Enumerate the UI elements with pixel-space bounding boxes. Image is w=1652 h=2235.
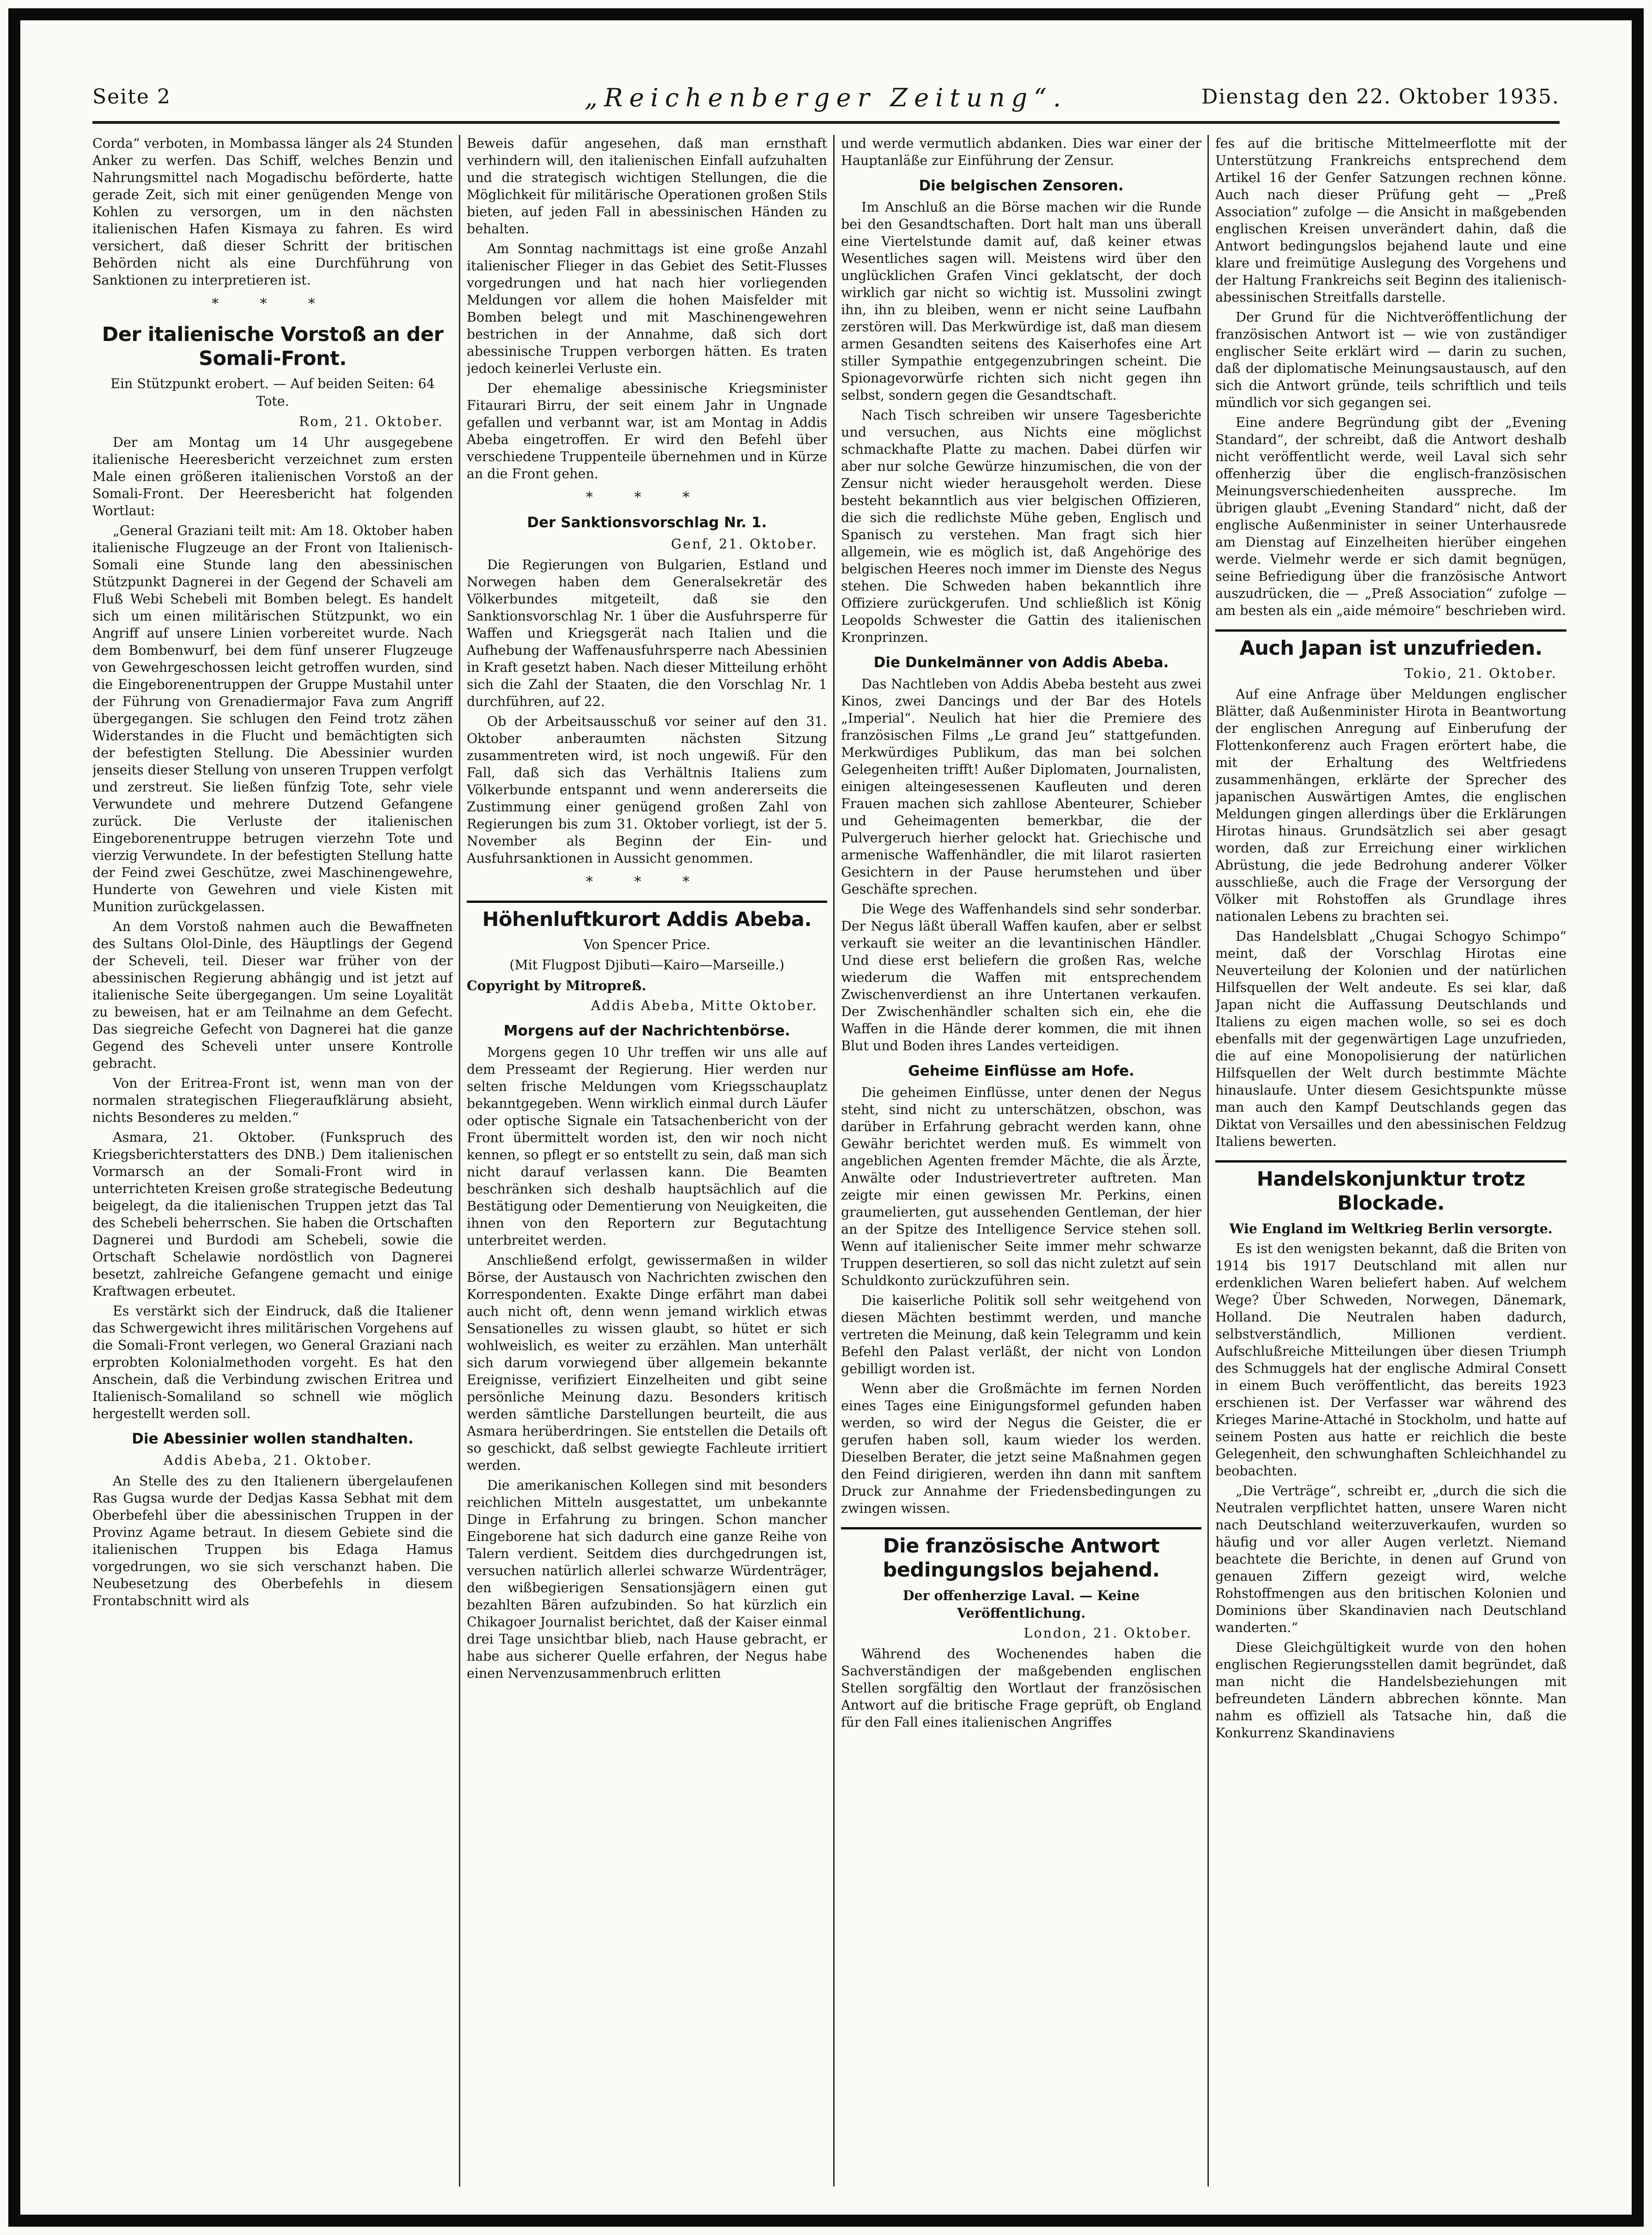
article-paragraph: fes auf die britische Mittelmeerflotte mit der Unterstützung Frankreichs entsprechend dem Artikel 16 der Genfer Satzungen rechnen könne. Auch nach dieser Prüfung geht — „Preß Association“ zufolge — die Ansicht in maßgebenden englischen Kreisen unverändert dahin, daß die Antwort bedingungslos bejahend laute und eine klare und freimütige Auslegung des Vorgehens und der Haltung Frankreichs seit Beginn des italienisch-abessinischen Streitfalls darstelle. xyxy=(1215,136,1567,305)
article-paragraph: An Stelle des zu den Italienern übergelaufenen Ras Gugsa wurde der Dedjas Kassa Sebhat mit dem Oberbefehl über die abessinischen Truppen in der Provinz Agame betraut. In diesem Gebiete sind die italienischen Truppen bis Edaga Hamus vorgedrungen, wo sie sich verschanzt haben. Die Neubesetzung des Oberbefehls in diesem Frontabschnitt wird als xyxy=(92,1474,453,1608)
via-note: (Mit Flugpost Djibuti—Kairo—Marseille.) xyxy=(509,957,785,973)
section-heading: Der Sanktionsvorschlag Nr. 1. xyxy=(527,514,767,531)
scan-border-bottom xyxy=(8,2215,1644,2227)
headline-blockade: Handelskonjunktur trotz Blockade. xyxy=(1215,1160,1567,1215)
headline-japan: Auch Japan ist unzufrieden. xyxy=(1215,629,1567,660)
column-4 xyxy=(1215,135,1567,2186)
separator-stars: * * * xyxy=(585,489,708,505)
article-paragraph: Der ehemalige abessinische Kriegsminister Fitaurari Birru, der seit einem Jahr in Ungnade gefallen und verbannt war, ist am Montag in Addis Abeba eingetroffen. Er wird den Befehl über verschiedene Truppenteile übernehmen und in Kürze an die Front gehen. xyxy=(467,381,827,481)
article-paragraph: Der Grund für die Nichtveröffentlichung der französischen Antwort ist — wie von zuständiger englischer Seite erklärt wird — darin zu suchen, daß der diplomatische Meinungsaustausch, auf den sich die Antwort gründe, teils schriftlich und teils mündlich vor sich gegangen sei. xyxy=(1215,310,1567,410)
article-paragraph: Während des Wochenendes haben die Sachverständigen der maßgebenden englischen Stellen sorgfältig den Wortlaut der französischen Antwort auf die britische Frage geprüft, ob England für den Fall eines italienischen Angriffes xyxy=(841,1646,1201,1730)
article-paragraph: Morgens gegen 10 Uhr treffen wir uns alle auf dem Presseamt der Regierung. Hier werden nur selten frische Meldungen vom Kriegsschauplatz bekanntgegeben. Wenn wirklich einmal durch Läufer oder optische Signale ein Tatsachenbericht von der Front übermittelt worden ist, den wir noch nicht kennen, so pflegt er so entstellt zu sein, daß man sich nicht darauf verlassen kann. Die Beamten beschränken sich deshalb hauptsächlich auf die Bestätigung oder Dementierung von Neuigkeiten, die ihnen von den Reportern zur Begutachtung unterbreitet werden. xyxy=(467,1045,827,1248)
page-number: Seite 2 xyxy=(92,85,171,109)
article-paragraph: „General Graziani teilt mit: Am 18. Oktober haben italienische Flugzeuge an der Front von Italienisch-Somali eine Stunde lang den abessinischen Stützpunkt Dagnerei in der Gegend der Schaveli am Fluß Webi Schebeli mit Bomben belegt. Es handelt sich um einen militärischen Stützpunkt, wo ein Angriff auf unsere Linien vorbereitet wurde. Nach dem Bombenwurf, bei dem fünf unserer Flugzeuge von Gewehrgeschossen leicht getroffen wurden, sind die Eingeborenentruppen der Gruppe Mustahil unter der Führung von Grenadiermajor Fava zum Angriff übergegangen. Sie schlugen den Feind trotz zähen Widerstandes in die Flucht und bemächtigten sich der befestigten Stellung. Die Abessinier wurden jenseits dieser Stellung von unseren Truppen verfolgt und zerstreut. Sie ließen fünfzig Tote, sehr viele Verwundete und mehrere Dutzend Gefangene zurück. Die Verluste der italienischen Eingeborenentruppe betrugen vierzehn Tote und vierzig Verwundete. In der befestigten Stellung hatte der Feind zwei Geschütze, zwei Maschinengewehre, Hunderte von Gewehren und viele Kisten mit Munition zurückgelassen. xyxy=(92,523,453,914)
article-paragraph: Diese Gleichgültigkeit wurde von den hohen englischen Regierungsstellen damit begründet, daß man nicht die Handelsbeziehungen mit befreundeten Ländern abbrechen könnte. Man nahm es offiziell als Tatsache hin, daß die Konkurrenz Skandinaviens xyxy=(1215,1640,1567,1741)
subheadline: Ein Stützpunkt erobert. — Auf beiden Seiten: 64 Tote. xyxy=(110,376,435,409)
article-paragraph: Wenn aber die Großmächte im fernen Norden eines Tages eine Einigungsformel gefunden haben werden, so wird der Negus die Geister, die er gerufen haben soll, kaum wieder los werden. Dieselben Berater, die jetzt seine Maßnahmen gegen den Feind dirigieren, werden ihn dann mit sanftem Druck zur Annahme der Friedensbedingungen zu zwingen wissen. xyxy=(841,1381,1201,1516)
separator-stars: * * * xyxy=(585,874,708,890)
article-paragraph: Es verstärkt sich der Eindruck, daß die Italiener das Schwergewicht ihres militärischen Vorgehens auf die Somali-Front verlegen, wo General Graziani nach erprobten Kolonialmethoden vorgeht. Es hat den Anschein, daß die Verbindung zwischen Eritrea und Italienisch-Somaliland so schnell wie möglich hergestellt werden soll. xyxy=(92,1303,453,1421)
dateline: London, 21. Oktober. xyxy=(1024,1626,1192,1641)
copyright-note: Copyright by Mitropreß. xyxy=(467,978,646,993)
scan-border-top xyxy=(8,8,1644,20)
dateline: Genf, 21. Oktober. xyxy=(671,536,818,552)
article-paragraph: Nach Tisch schreiben wir unsere Tagesberichte und versuchen, aus Nichts eine möglichst schmackhafte Platte zu machen. Dabei dürfen wir aber nur solche Gewürze hinzumischen, die von der Zensur nicht wieder herausgeholt werden. Diese besteht bekanntlich aus vier belgischen Offizieren, die sich die redlichste Mühe geben, Englisch und Spanisch zu verstehen. Man fragt sich hier allgemein, wie es möglich ist, daß Angehörige des belgischen Heeres noch immer im Dienste des Negus stehen. Die Schweden haben bekanntlich ihre Offiziere zurückgerufen. Und schließlich ist König Leopolds Schwester die Gattin des italienischen Kronprinzen. xyxy=(841,408,1201,645)
column-2 xyxy=(467,135,827,2186)
scan-border-right xyxy=(1632,8,1644,2227)
col1-intro: Corda“ verboten, in Mombassa länger als 24 Stunden Anker zu werfen. Das Schiff, welches Benzin und Nahrungsmittel nach Mogadischu beförderte, hatte gerade Zeit, sich mit einer genügenden Menge von Kohlen zu versorgen, um in den nächsten italienischen Hafen Kismaya zu fahren. Es wird versichert, daß dieser Schritt der britischen Behörden nicht als eine Durchführung von Sanktionen zu interpretieren ist. xyxy=(92,136,453,288)
column-1 xyxy=(92,135,453,2186)
article-paragraph: Auf eine Anfrage über Meldungen englischer Blätter, daß Außenminister Hirota in Beantwortung der englischen Anregung auf Einberufung der Flottenkonferenz auch Fragen erörtert habe, die mit der Erhaltung des Weltfriedens zusammenhängen, erklärte der Sprecher des japanischen Auswärtigen Amtes, die englischen Meldungen gingen allerdings über die Erklärungen Hirotas hinaus. Grundsätzlich sei aber gesagt worden, daß zur Erreichung einer wirklichen Abrüstung, die jede Bedrohung anderer Völker ausschließe, auch die Frage der Versorgung der Völker mit Rohstoffen als Grundlage ihres nationalen Lebens zu brachten sei. xyxy=(1215,687,1567,924)
article-paragraph: Am Sonntag nachmittags ist eine große Anzahl italienischer Flieger in das Gebiet des Setit-Flusses vorgedrungen und hat nach hier vorliegenden Meldungen vor allem die hohen Maisfelder mit Bomben belegt und mit Maschinengewehren bestrichen in der Annahme, daß sich dort abessinische Truppen verborgen hätten. Es traten jedoch keinerlei Verluste ein. xyxy=(467,241,827,376)
headline-addis-abeba: Höhenluftkurort Addis Abeba. xyxy=(467,901,827,932)
section-heading: Morgens auf der Nachrichtenbörse. xyxy=(503,1023,791,1039)
byline: Von Spencer Price. xyxy=(583,937,711,952)
page-header xyxy=(92,83,1560,116)
column-rule xyxy=(833,135,835,2186)
column-rule xyxy=(1207,135,1209,2186)
article-paragraph: Das Handelsblatt „Chugai Schogyo Schimpo“ meint, daß der Vorschlag Hirotas eine Neuverteilung der Kolonien und der natürlichen Hilfsquellen der Welt andeute. Es sei klar, daß Japan nicht die Auffassung Deutschlands und Italiens zu eigen machen wolle, so sei es doch ebenfalls mit der gegenwärtigen Lage unzufrieden, die auf eine Monopolisierung der natürlichen Hilfsquellen der Welt durch bestimmte Mächte hinauslaufe. Unter diesem Gesichtspunkte müsse man auch den Kampf Deutschlands gegen das Diktat von Versailles und den abessinischen Feldzug Italiens bewerten. xyxy=(1215,929,1567,1149)
dateline: Tokio, 21. Oktober. xyxy=(1404,666,1557,681)
article-paragraph: Die kaiserliche Politik soll sehr weitgehend von diesen Mächten bestimmt werden, und manche vertreten die Meinung, daß kein Telegramm und kein Befehl den Palast verläßt, der nicht von London gebilligt worden ist. xyxy=(841,1293,1201,1376)
column-rule xyxy=(459,135,460,2186)
article-paragraph: und werde vermutlich abdanken. Dies war einer der Hauptanläße zur Einführung der Zensur. xyxy=(841,136,1201,168)
dateline: Rom, 21. Oktober. xyxy=(299,414,444,429)
article-paragraph: Asmara, 21. Oktober. (Funkspruch des Kriegsberichterstatters des DNB.) Dem italienischen Vormarsch an der Somali-Front wird in unterrichteten Kreisen große strategische Bedeutung beigelegt, da die italienischen Truppen jetzt das Tal des Schebeli beherrschen. Sie haben die Ortschaften Dagnerei und Burdodi am Schebeli, sowie die Ortschaft Schelawie nordöstlich von Dagnerei besetzt, zahlreiche Gefangene gemacht und einige Kraftwagen erbeutet. xyxy=(92,1130,453,1299)
section-heading: Die belgischen Zensoren. xyxy=(919,177,1124,194)
subheadline: Wie England im Weltkrieg Berlin versorgte. xyxy=(1229,1221,1553,1236)
issue-date: Dienstag den 22. Oktober 1935. xyxy=(1201,85,1560,109)
column-3 xyxy=(841,135,1201,2186)
section-heading: Die Abessinier wollen standhalten. xyxy=(132,1431,414,1447)
section-heading: Die Dunkelmänner von Addis Abeba. xyxy=(873,654,1169,671)
headline-somali-front: Der italienische Vorstoß an der Somali-Front. xyxy=(102,323,444,370)
subheadline: Der offenherzige Laval. — Keine Veröffentlichung. xyxy=(902,1588,1140,1621)
masthead: „Reichenberger Zeitung“. xyxy=(585,83,1067,112)
article-paragraph: Die Regierungen von Bulgarien, Estland und Norwegen haben dem Generalsekretär des Völkerbundes mitgeteilt, daß sie den Sanktionsvorschlag Nr. 1 über die Ausfuhrsperre für Waffen und Kriegsgerät nach Italien und die Aufhebung der Waffenausfuhrsperre nach Abessinien in Kraft gesetzt haben. Nach dieser Mitteilung erhöht sich die Zahl der Staaten, die den Vorschlag Nr. 1 durchführen, auf 22. xyxy=(467,557,827,709)
scan-border-left xyxy=(8,8,20,2227)
article-paragraph: Der am Montag um 14 Uhr ausgegebene italienische Heeresbericht verzeichnet zum ersten Male einen größeren italienischen Vorstoß an der Somali-Front. Der Heeresbericht hat folgenden Wortlaut: xyxy=(92,435,453,518)
article-paragraph: Im Anschluß an die Börse machen wir die Runde bei den Gesandtschaften. Dort halt man uns überall eine Viertelstunde damit auf, daß keiner etwas Wesentliches sagen will. Meistens wird über den unglücklichen Grafen Vinci geklatscht, der doch wirklich gar nicht so wichtig ist. Mussolini zwingt ihn, ihn zu bleiben, wenn er nicht seine Laufbahn zerstören will. Das Merkwürdige ist, daß man diesem armen Gesandten seitens des Kaiserhofes eine Art stiller Sympathie entgegenzubringen scheint. Die Spionagevorwürfe richten sich nicht gegen ihn selbst, sondern gegen die Gesandtschaft. xyxy=(841,200,1201,403)
article-paragraph: Von der Eritrea-Front ist, wenn man von der normalen strategischen Fliegeraufklärung absieht, nichts Besonderes zu melden.“ xyxy=(92,1076,453,1125)
section-heading: Geheime Einflüsse am Hofe. xyxy=(908,1063,1134,1079)
article-paragraph: Die amerikanischen Kollegen sind mit besonders reichlichen Mitteln ausgestattet, um unbekannte Dinge in Erfahrung zu bringen. Schon mancher Eingeborene hat sich dadurch eine ganze Reihe von Talern verdient. Seitdem dies durchgedrungen ist, versuchen natürlich allerlei schwarze Würdenträger, den wißbegierigen Sensationsjägern einen gut bezahlten Bären aufzubinden. So hat kürzlich ein Chikagoer Journalist berichtet, daß der Kaiser einmal drei Tage unsichtbar blieb, nach Hause gebracht, er habe aus sicherer Quelle erfahren, der Negus habe einen Nervenzusammenbruch erlitten xyxy=(467,1478,827,1681)
article-paragraph: Anschließend erfolgt, gewissermaßen in wilder Börse, der Austausch von Nachrichten zwischen den Korrespondenten. Exakte Dinge erfährt man dabei auch nicht oft, denn wenn jemand wirklich etwas Sensationelles zu wissen glaubt, so hütet er sich wohlweislich, es weiter zu erzählen. Man unterhält sich darum vorwiegend über allgemein bekannte Ereignisse, verifiziert Einzelheiten und gibt seine persönliche Meinung dazu. Besonders kritisch werden sämtliche Darstellungen beurteilt, die aus Asmara herüberdringen. Sie entstellen die Details oft so geschickt, daß selbst gewiegte Fachleute irritiert werden. xyxy=(467,1253,827,1473)
dateline: Addis Abeba, 21. Oktober. xyxy=(163,1453,373,1468)
article-paragraph: Beweis dafür angesehen, daß man ernsthaft verhindern will, den italienischen Einfall aufzuhalten und die strategisch wichtigen Stellungen, die die Möglichkeit für militärische Operationen großen Stils bieten, auf jeden Fall in abessinischen Händen zu behalten. xyxy=(467,136,827,237)
article-paragraph: Eine andere Begründung gibt der „Evening Standard“, der schreibt, daß die Antwort deshalb nicht veröffentlicht werde, weil Laval sich sehr offenherzig über die englisch-französischen Meinungsverschiedenheiten ausspreche. Im übrigen glaubt „Evening Standard“ nicht, daß der englische Außenminister in seiner Unterhausrede am Dienstag auf Einzelheiten hierüber eingehen werde. Vielmehr werde er sich damit begnügen, seine Befriedigung über die französische Antwort auszudrücken, die — „Preß Association“ zufolge — am besten als ein „aide mémoire“ beschrieben wird. xyxy=(1215,415,1567,618)
dateline: Addis Abeba, Mitte Oktober. xyxy=(591,998,818,1013)
article-paragraph: An dem Vorstoß nahmen auch die Bewaffneten des Sultans Olol-Dinle, des Häuptlings der Gegend der Scheveli, teil. Dieser war früher von der abessinischen Regierung abhängig und ist jetzt auf italienische Seite übergegangen. Um seine Loyalität zu beweisen, hat er am Teilnahme an dem Gefecht. Das siegreiche Gefecht von Dagnerei hat die ganze Gegend des Scheveli unter unsere Kontrolle gebracht. xyxy=(92,919,453,1071)
article-paragraph: Es ist den wenigsten bekannt, daß die Briten von 1914 bis 1917 Deutschland mit allen nur erdenklichen Waren beliefert haben. Auf welchem Wege? Über Schweden, Norwegen, Dänemark, Holland. Die Neutralen haben dadurch, selbstverständlich, Millionen verdient. Aufschlußreiche Mitteilungen über diesen Triumph des Schmuggels hat der englische Admiral Consett in einem Buch veröffentlicht, das bereits 1923 erschienen ist. Der Verfasser war während des Krieges Marine-Attaché in Stockholm, und hatte auf seinem Posten aus hatte er reichlich die beste Gelegenheit, den schwunghaften Schleichhandel zu beobachten. xyxy=(1215,1241,1567,1479)
separator-stars: * * * xyxy=(211,296,334,312)
article-paragraph: Das Nachtleben von Addis Abeba besteht aus zwei Kinos, zwei Dancings und der Bar des Hotels „Imperial“. Neulich hat hier die Premiere des französischen Films „Le grand Jeu“ stattgefunden. Merkwürdiges Publikum, das man bei solchen Gelegenheiten trifft! Außer Diplomaten, Journalisten, einigen alteingesessenen Kaufleuten und deren Frauen machen sich zahllose Abenteurer, Schieber und Geheimagenten bemerkbar, die der Pulvergeruch hierher gelockt hat. Griechische und armenische Waffenhändler, die mit lilarot rasierten Gesichtern in der Pause herumstehen und über Geschäfte sprechen. xyxy=(841,676,1201,897)
article-paragraph: Die Wege des Waffenhandels sind sehr sonderbar. Der Negus läßt überall Waffen kaufen, aber er selbst verkauft sie weiter an die levantinischen Händler. Und diese erst beliefern die großen Ras, welche wiederum die Waffen mit entsprechendem Zwischenverdienst an ihre Untertanen verkaufen. Der Zwischenhändler schalten sich ein, ehe die Waffen in die Hände derer kommen, die mit ihnen Blut und Boden ihres Landes verteidigen. xyxy=(841,901,1201,1054)
header-rule xyxy=(92,121,1560,124)
article-paragraph: Ob der Arbeitsausschuß vor seiner auf den 31. Oktober anberaumten nächsten Sitzung zusammentreten wird, ist noch ungewiß. Für den Fall, daß sich das Verhältnis Italiens zum Völkerbunde entspannt und wenn andererseits die Zustimmung einer genügend großen Zahl von Regierungen bis zum 31. Oktober vorliegt, ist der 5. November als Beginn der Ein- und Ausfuhrsanktionen in Aussicht genommen. xyxy=(467,714,827,866)
article-paragraph: Die geheimen Einflüsse, unter denen der Negus steht, sind nicht zu unterschätzen, obschon, was darüber in Erfahrung gebracht werden kann, ohne Gewähr berichtet werden muß. Es wimmelt von angeblichen Agenten fremder Mächte, die als Ärzte, Anwälte oder Industrievertreter auftreten. Man zeigte mir einen gewissen Mr. Perkins, einen graumelierten, gut aussehenden Gentleman, der hier an der Spitze des Intelligence Service stehen soll. Wenn auf italienischer Seite immer mehr schwarze Truppen desertieren, so soll das nicht zuletzt auf sein Schuldkonto zurückzuführen sein. xyxy=(841,1085,1201,1288)
headline-french-answer: Die französische Antwort bedingungslos bejahend. xyxy=(841,1527,1201,1582)
article-paragraph: „Die Verträge“, schreibt er, „durch die sich die Neutralen verpflichtet hatten, unsere Waren nicht nach Deutschland weiterzuverkaufen, wurden so häufig und vor aller Augen verletzt. Niemand beachtete die Berichte, in denen auf Grund von genauen Ziffern gezeigt wird, welche Rohstoffmengen aus den britischen Kolonien und Dominions über Skandinavien nach Deutschland wanderten.“ xyxy=(1215,1483,1567,1635)
